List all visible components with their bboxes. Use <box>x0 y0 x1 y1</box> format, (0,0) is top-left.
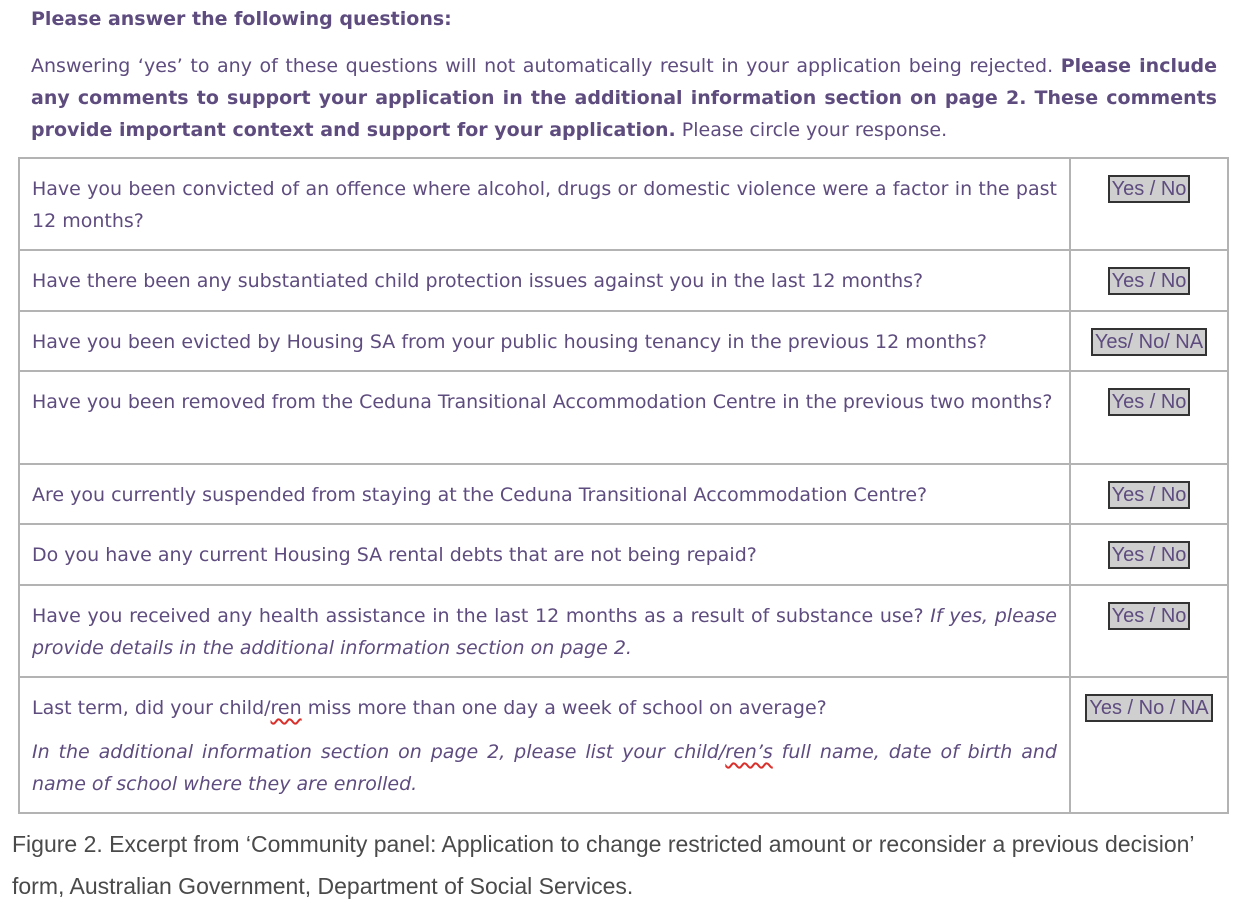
answer-option[interactable]: Yes / No <box>1108 267 1191 295</box>
intro-text: Answering ‘yes’ to any of these questions will not automatically result in your application being rejected. <box>31 55 1061 77</box>
note-text-end: full name, date of birth and name of school where they are enrolled. <box>32 741 1057 795</box>
question-cell <box>19 585 1070 677</box>
table-row <box>19 524 1228 585</box>
figure-caption: Figure 2. Excerpt from ‘Community panel: Application to change restricted amount or reconsider a previous decision’ form, Australian Government, Department of Social Services. <box>12 831 1194 899</box>
question-cell <box>19 677 1070 813</box>
answer-option[interactable]: Yes / No <box>1108 388 1191 416</box>
question-cell: Have you been evicted by Housing SA from your public housing tenancy in the previous 12 months? <box>19 311 1070 371</box>
answer-cell <box>1070 524 1228 585</box>
intro-paragraph <box>31 50 1217 146</box>
table-row <box>19 311 1228 371</box>
table-row <box>19 585 1228 677</box>
note-text-start: In the additional information section on page 2, please list your child/ <box>32 741 726 763</box>
question-italic-note: If yes, please provide details in the additional information section on page 2. <box>32 605 1057 659</box>
answer-cell <box>1070 677 1228 813</box>
table-row <box>19 464 1228 524</box>
question-cell: Have you been convicted of an offence where alcohol, drugs or domestic violence were a factor in the past 12 months? <box>19 158 1070 250</box>
question-italic-note <box>32 736 1057 800</box>
answer-option[interactable]: Yes / No <box>1108 481 1191 509</box>
answer-option[interactable]: Yes / No <box>1108 175 1191 203</box>
answer-option[interactable]: Yes / No <box>1108 541 1191 569</box>
answer-cell <box>1070 250 1228 311</box>
table-row <box>19 158 1228 250</box>
form-heading: Please answer the following questions: <box>31 8 452 30</box>
questions-table <box>18 157 1229 814</box>
spellcheck-word: ren <box>270 697 302 719</box>
spellcheck-word: ren’s <box>725 741 773 763</box>
question-cell: Have there been any substantiated child protection issues against you in the last 12 months? <box>19 250 1070 311</box>
answer-cell <box>1070 158 1228 250</box>
answer-option[interactable]: Yes / No <box>1108 602 1191 630</box>
table-row <box>19 371 1228 464</box>
question-text <box>32 692 1057 724</box>
answer-option[interactable]: Yes/ No/ NA <box>1091 328 1207 356</box>
answer-cell <box>1070 585 1228 677</box>
answer-cell <box>1070 371 1228 464</box>
intro-bold-text: Please include any comments to support your application in the additional information section on page 2. These comments provide important context and support for your application. <box>31 55 1217 141</box>
question-cell: Have you been removed from the Ceduna Transitional Accommodation Centre in the previous two months? <box>19 371 1070 464</box>
question-cell: Do you have any current Housing SA rental debts that are not being repaid? <box>19 524 1070 585</box>
answer-cell <box>1070 464 1228 524</box>
question-cell: Are you currently suspended from staying at the Ceduna Transitional Accommodation Centre? <box>19 464 1070 524</box>
table-row <box>19 250 1228 311</box>
answer-cell <box>1070 311 1228 371</box>
question-text-start: Last term, did your child/ <box>32 697 271 719</box>
table-row <box>19 677 1228 813</box>
answer-option[interactable]: Yes / No / NA <box>1085 694 1212 722</box>
intro-instruction: Please circle your response. <box>675 119 948 141</box>
question-text: Have you received any health assistance in the last 12 months as a result of substance use? <box>32 605 931 627</box>
question-text-end: miss more than one day a week of school on average? <box>301 697 827 719</box>
